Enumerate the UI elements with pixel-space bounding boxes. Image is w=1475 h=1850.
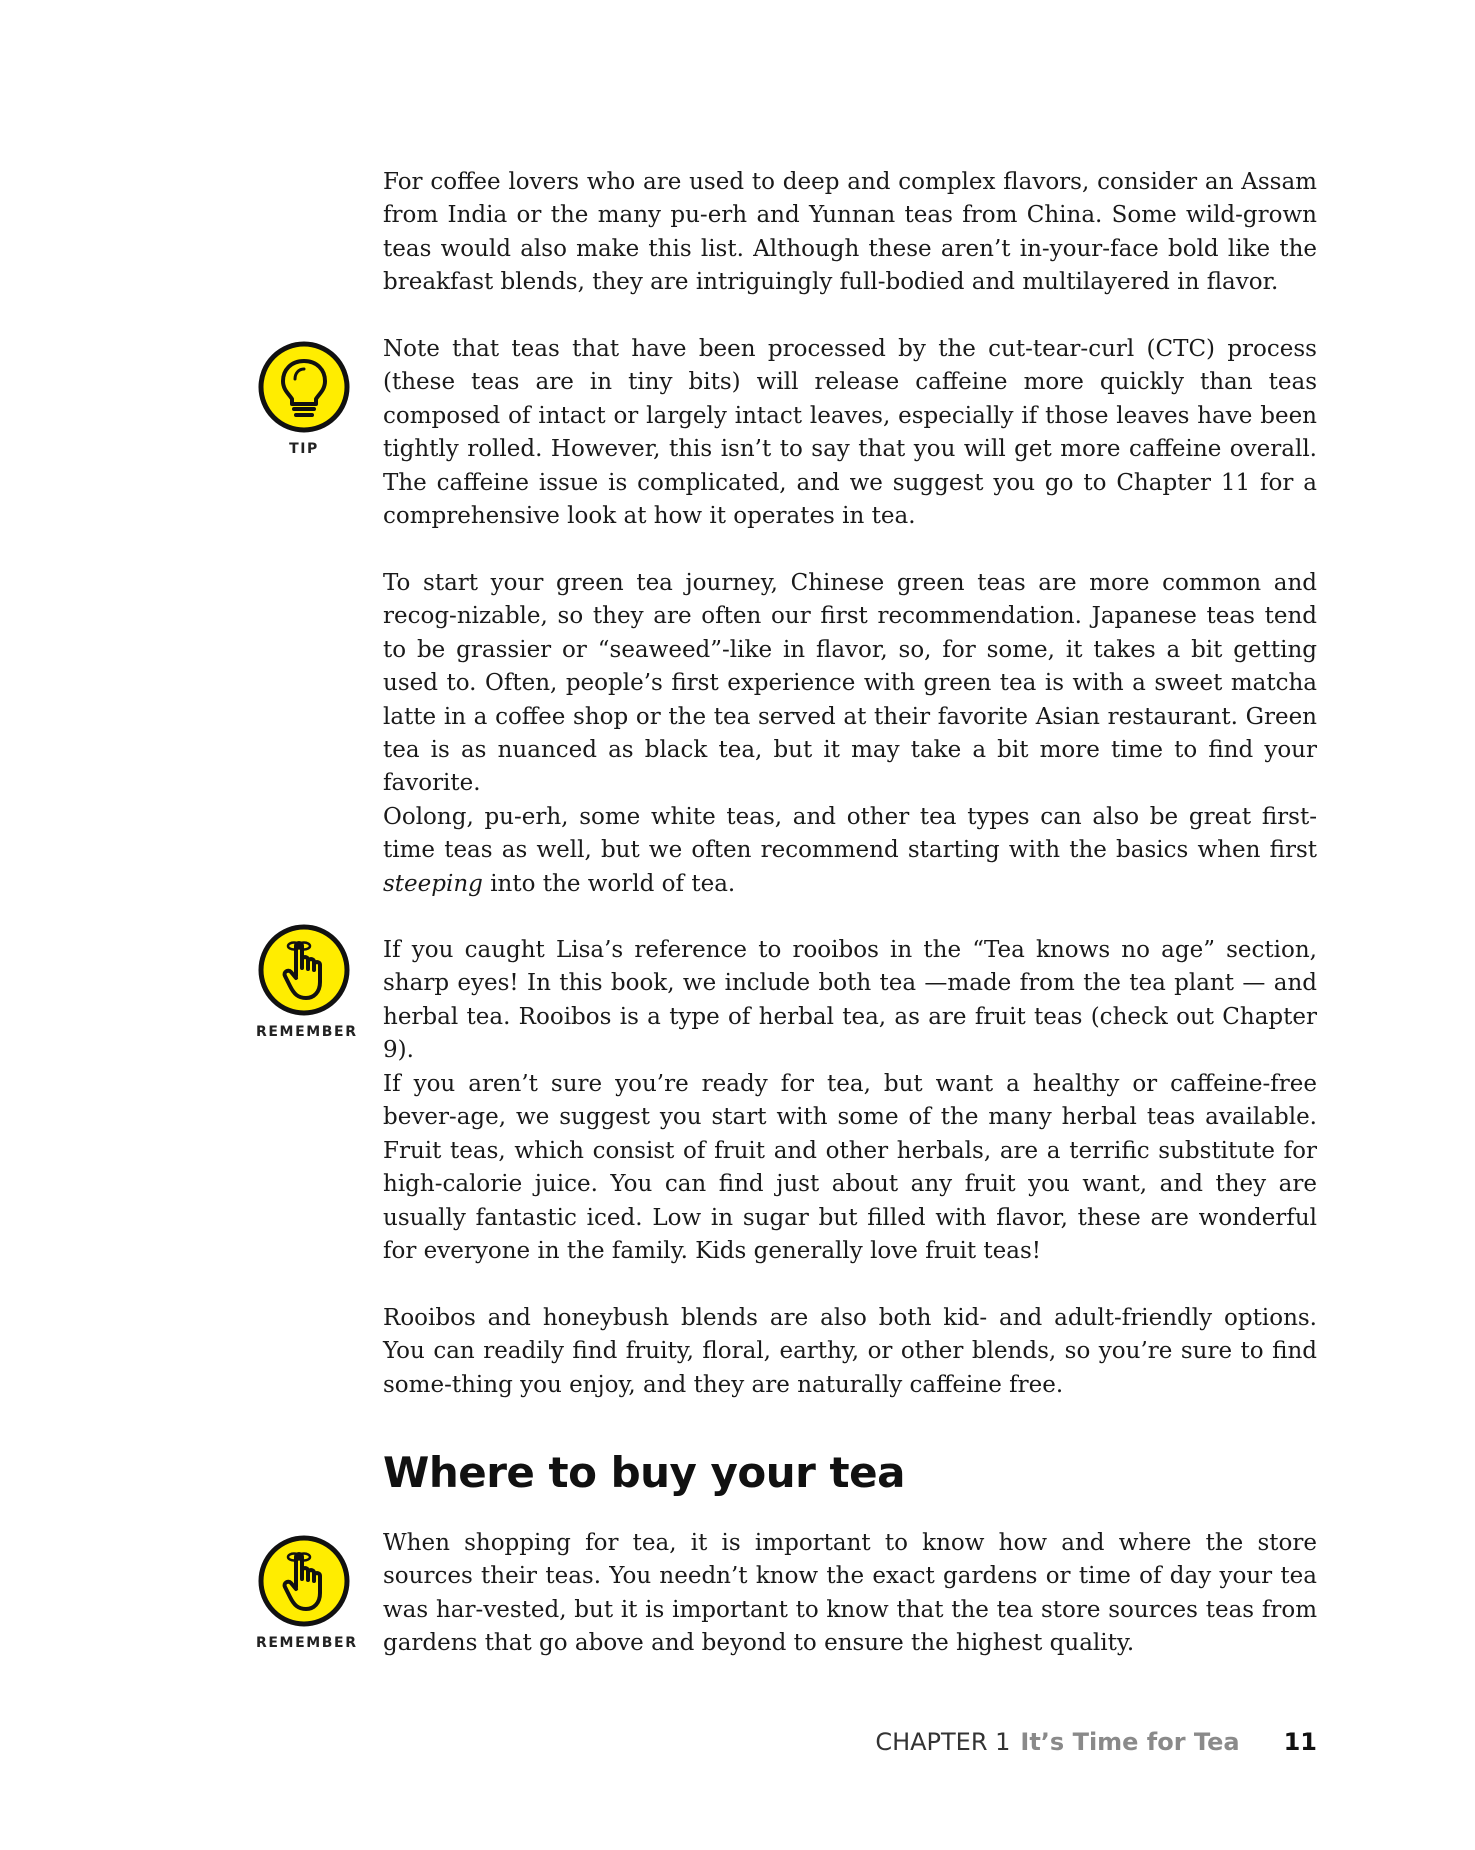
- section-heading: Where to buy your tea: [383, 1448, 905, 1497]
- paragraph-text: Rooibos and honeybush blends are also both kid- and adult-friendly options. You can readily find fruity, floral, earthy, or other blends, so you’re sure to find some-thing you enjoy, and they are naturally caffeine free.: [383, 1305, 1317, 1398]
- lightbulb-icon: [258, 341, 350, 433]
- remember-callout-icon: [256, 924, 358, 1040]
- remember-callout-icon: [256, 1535, 358, 1651]
- remember-label: REMEMBER: [256, 1024, 358, 1040]
- tip-callout-icon: [256, 341, 352, 457]
- paragraph-text: [383, 801, 1317, 901]
- finger-string-icon: [258, 924, 350, 1016]
- paragraph-text: When shopping for tea, it is important to know how and where the store sources their teas. You needn’t know the exact gardens or time of day your tea was har-vested, but it is important to know that the tea store sources teas from gardens that go above and beyond to ensure the highest quality.: [383, 1530, 1317, 1657]
- paragraph-green-tea: [383, 567, 1317, 801]
- paragraph-shopping: [383, 1527, 1317, 1661]
- page-footer: [875, 1725, 1317, 1759]
- remember-label: REMEMBER: [256, 1635, 358, 1651]
- paragraph-text: For coffee lovers who are used to deep and complex flavors, consider an Assam from India or the many pu-erh and Yunnan teas from China. Some wild-grown teas would also make this list. Although these aren’t in-your-face bold like the breakfast blends, they are intriguingly full-bodied and multilayered in flavor.: [383, 169, 1317, 296]
- paragraph-text: If you caught Lisa’s reference to rooibos in the “Tea knows no age” section, sharp eyes! In this book, we include both tea —made from the tea plant — and herbal tea. Rooibos is a type of herbal tea, as are fruit teas (check out Chapter 9).: [383, 937, 1317, 1064]
- emphasis-steeping: steeping: [383, 870, 483, 897]
- paragraph-honeybush: [383, 1302, 1317, 1402]
- text-run: into the world of tea.: [482, 870, 736, 897]
- page-number: 11: [1283, 1728, 1317, 1756]
- paragraph-oolong: [383, 801, 1317, 901]
- paragraph-text: To start your green tea journey, Chinese green teas are more common and recog-nizable, so they are often our first recommendation. Japanese teas tend to be grassier or “seaweed”-like in flavor, so, for some, it takes a bit getting used to. Often, people’s first experience with green tea is with a sweet matcha latte in a coffee shop or the tea served at their favorite Asian restaurant. Green tea is as nuanced as black tea, but it may take a bit more time to find your favorite.: [383, 570, 1317, 797]
- paragraph-text: Note that teas that have been processed by the cut-tear-curl (CTC) process (these teas are in tiny bits) will release caffeine more quickly than teas composed of intact or largely intact leaves, especially if those leaves have been tightly rolled. However, this isn’t to say that you will get more caffeine overall. The caffeine issue is complicated, and we suggest you go to Chapter 11 for a comprehensive look at how it operates in tea.: [383, 336, 1317, 530]
- paragraph-ctc-caffeine: [383, 333, 1317, 533]
- paragraph-coffee-lovers: [383, 166, 1317, 300]
- paragraph-rooibos-reference: [383, 934, 1317, 1068]
- tip-label: TIP: [289, 441, 319, 457]
- footer-chapter: CHAPTER 1: [875, 1728, 1011, 1756]
- footer-chapter-title: It’s Time for Tea: [1020, 1728, 1240, 1756]
- paragraph-text: If you aren’t sure you’re ready for tea, but want a healthy or caffeine-free bever-age, we suggest you start with some of the many herbal teas available. Fruit teas, which consist of fruit and other herbals, are a terrific substitute for high-calorie juice. You can find just about any fruit you want, and they are usually fantastic iced. Low in sugar but filled with flavor, these are wonderful for everyone in the family. Kids generally love fruit teas!: [383, 1071, 1317, 1265]
- paragraph-herbal-teas: [383, 1068, 1317, 1268]
- text-run: Oolong, pu-erh, some white teas, and other tea types can also be great first-time teas as well, but we often recommend starting with the basics when first: [383, 804, 1317, 864]
- finger-string-icon: [258, 1535, 350, 1627]
